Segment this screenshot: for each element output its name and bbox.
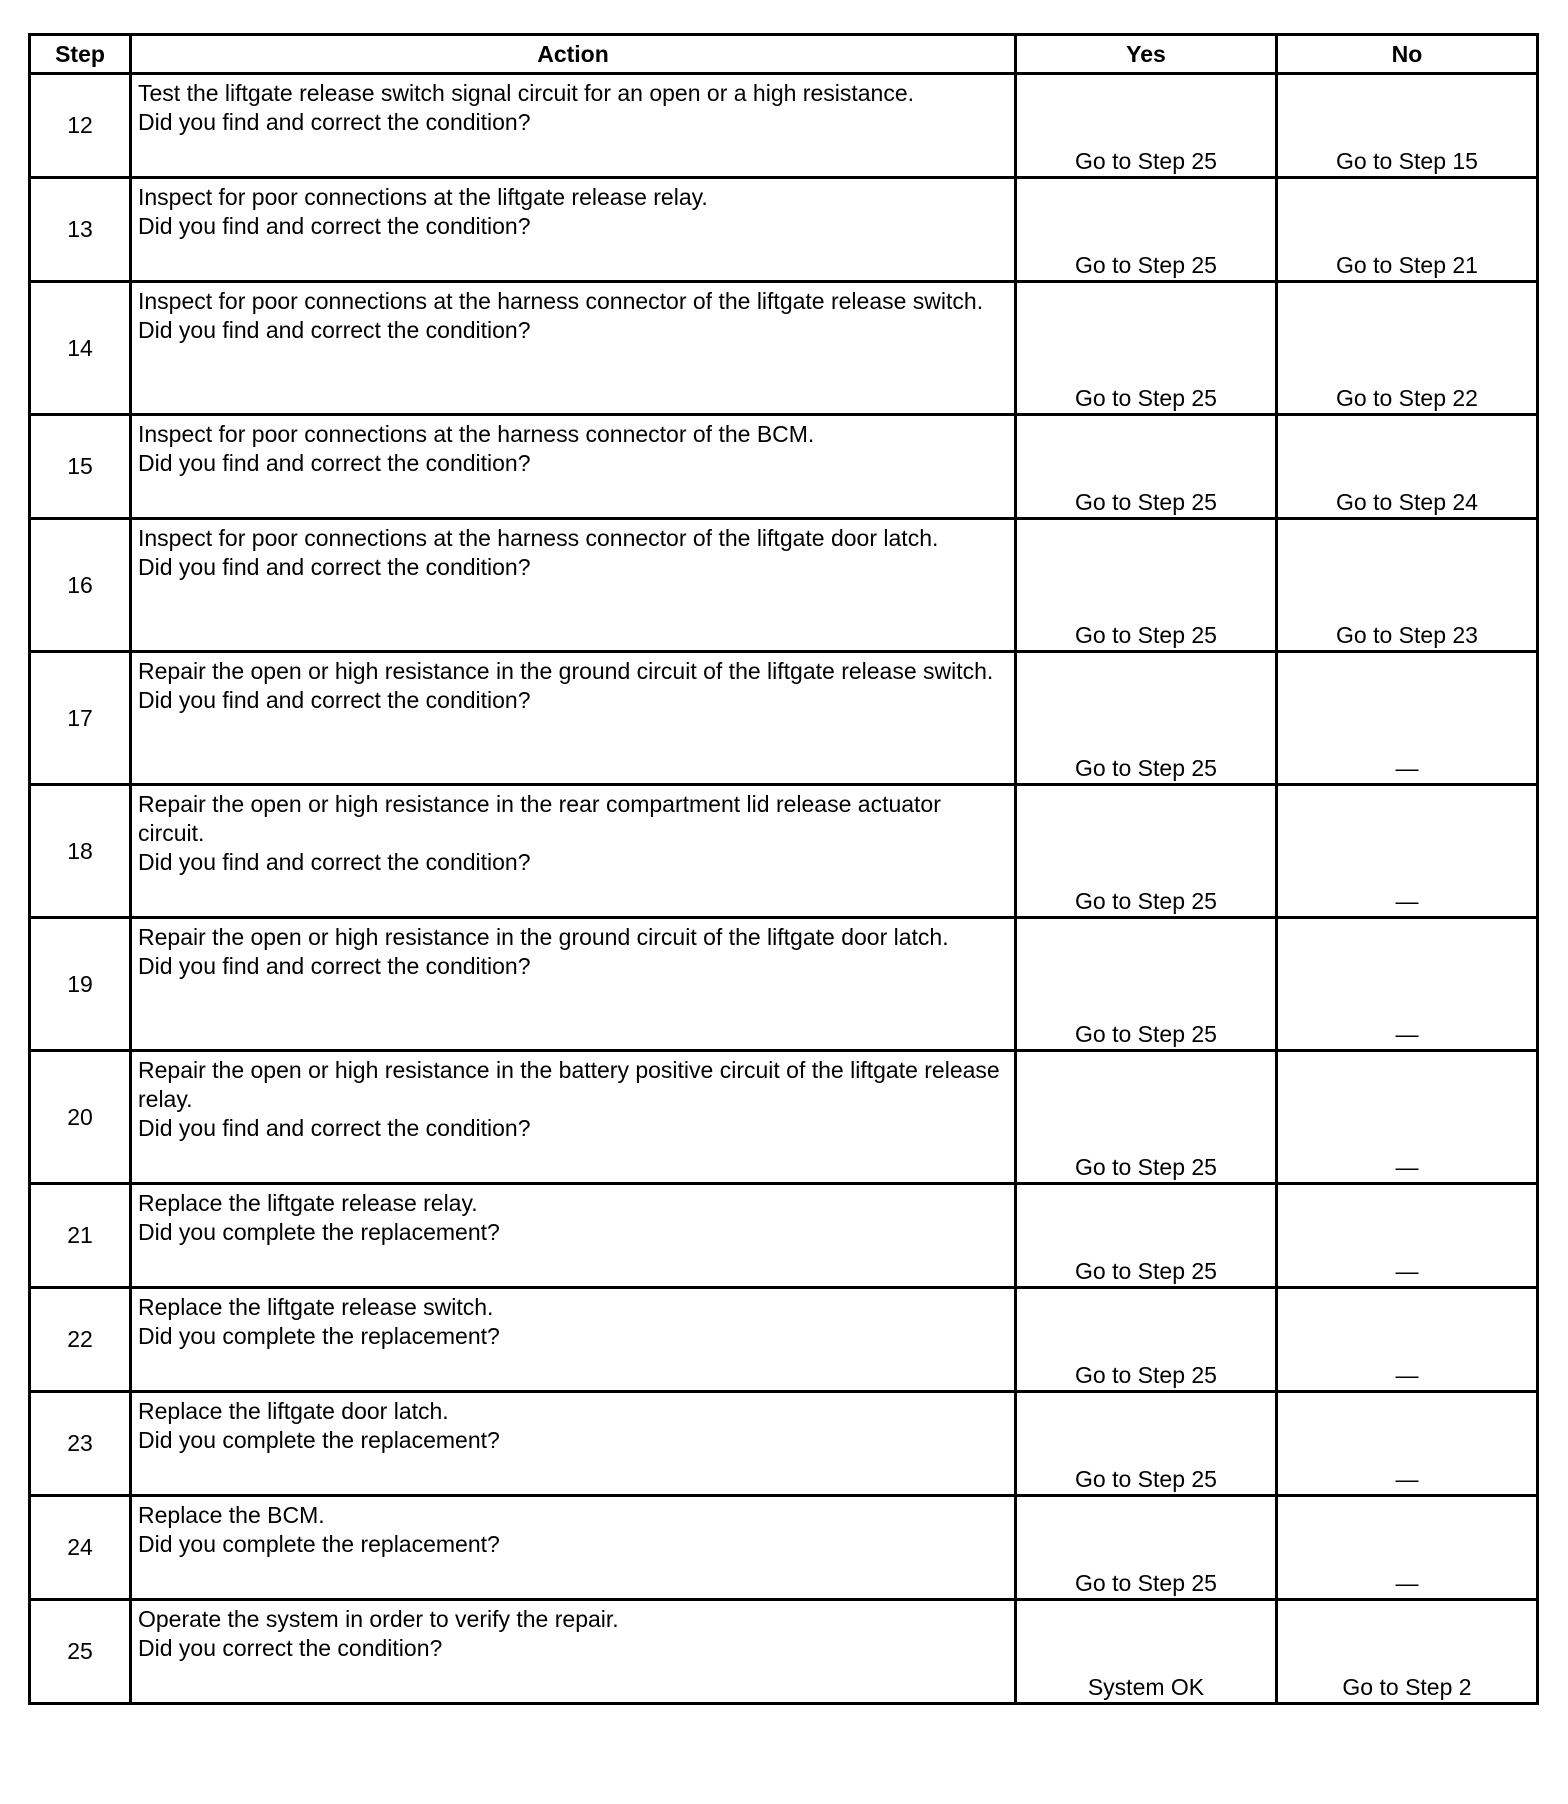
- step-number: 23: [30, 1392, 131, 1496]
- table-row: [30, 519, 1538, 652]
- no-result: —: [1395, 1570, 1419, 1596]
- step-number: 13: [30, 178, 131, 282]
- yes-cell: [1016, 785, 1277, 918]
- step-number: 22: [30, 1288, 131, 1392]
- table-row: [30, 1288, 1538, 1392]
- action-text: Inspect for poor connections at the harness connector of the liftgate door latch.: [138, 525, 939, 551]
- action-text: Inspect for poor connections at the harness connector of the liftgate release switch.: [138, 288, 984, 314]
- yes-result: Go to Step 25: [1075, 1258, 1217, 1284]
- header-step: Step: [30, 35, 131, 74]
- yes-result: System OK: [1087, 1674, 1205, 1700]
- yes-cell: [1016, 918, 1277, 1051]
- yes-cell: [1016, 415, 1277, 519]
- action-cell: [131, 1496, 1016, 1600]
- yes-cell: [1016, 74, 1277, 178]
- table-row: [30, 785, 1538, 918]
- table-row: [30, 1496, 1538, 1600]
- table-row: [30, 1051, 1538, 1184]
- no-cell: [1277, 178, 1538, 282]
- step-number: 19: [30, 918, 131, 1051]
- no-cell: [1277, 1288, 1538, 1392]
- step-number: 16: [30, 519, 131, 652]
- no-result: Go to Step 21: [1336, 252, 1478, 278]
- header-yes: Yes: [1016, 35, 1277, 74]
- action-text: Operate the system in order to verify the repair.: [138, 1606, 619, 1632]
- no-cell: [1277, 652, 1538, 785]
- action-cell: [131, 1051, 1016, 1184]
- action-question: Did you complete the replacement?: [138, 1427, 500, 1453]
- action-cell: [131, 1600, 1016, 1704]
- table-row: [30, 74, 1538, 178]
- no-result: —: [1395, 1258, 1419, 1284]
- yes-result: Go to Step 25: [1075, 1021, 1217, 1047]
- action-question: Did you find and correct the condition?: [138, 1115, 531, 1141]
- yes-result: Go to Step 25: [1075, 1362, 1217, 1388]
- action-question: Did you complete the replacement?: [138, 1323, 500, 1349]
- action-text: Repair the open or high resistance in the battery positive circuit of the liftgate release relay.: [138, 1057, 1000, 1112]
- action-cell: [131, 652, 1016, 785]
- step-number: 18: [30, 785, 131, 918]
- yes-cell: [1016, 1288, 1277, 1392]
- no-result: —: [1395, 755, 1419, 781]
- yes-result: Go to Step 25: [1075, 1570, 1217, 1596]
- yes-cell: [1016, 1392, 1277, 1496]
- action-text: Test the liftgate release switch signal circuit for an open or a high resistance.: [138, 80, 915, 106]
- no-result: Go to Step 15: [1336, 148, 1478, 174]
- table-row: [30, 1392, 1538, 1496]
- action-cell: [131, 1392, 1016, 1496]
- action-text: Replace the liftgate release relay.: [138, 1190, 478, 1216]
- table-row: [30, 1184, 1538, 1288]
- action-text: Inspect for poor connections at the liftgate release relay.: [138, 184, 708, 210]
- no-cell: [1277, 282, 1538, 415]
- action-question: Did you complete the replacement?: [138, 1531, 500, 1557]
- no-result: —: [1395, 888, 1419, 914]
- no-cell: [1277, 1496, 1538, 1600]
- action-question: Did you find and correct the condition?: [138, 849, 531, 875]
- no-cell: [1277, 519, 1538, 652]
- action-text: Repair the open or high resistance in the ground circuit of the liftgate door latch.: [138, 924, 949, 950]
- yes-result: Go to Step 25: [1075, 888, 1217, 914]
- table-row: [30, 1600, 1538, 1704]
- step-number: 25: [30, 1600, 131, 1704]
- action-text: Inspect for poor connections at the harness connector of the BCM.: [138, 421, 815, 447]
- yes-result: Go to Step 25: [1075, 252, 1217, 278]
- action-text: Replace the BCM.: [138, 1502, 325, 1528]
- no-result: —: [1395, 1154, 1419, 1180]
- no-result: Go to Step 2: [1342, 1674, 1472, 1700]
- action-question: Did you find and correct the condition?: [138, 109, 531, 135]
- yes-cell: [1016, 1496, 1277, 1600]
- action-question: Did you find and correct the condition?: [138, 213, 531, 239]
- table-row: [30, 918, 1538, 1051]
- action-cell: [131, 1288, 1016, 1392]
- step-number: 17: [30, 652, 131, 785]
- action-cell: [131, 178, 1016, 282]
- step-number: 12: [30, 74, 131, 178]
- action-cell: [131, 1184, 1016, 1288]
- table-row: [30, 652, 1538, 785]
- no-result: —: [1395, 1466, 1419, 1492]
- no-cell: [1277, 1051, 1538, 1184]
- action-cell: [131, 74, 1016, 178]
- no-cell: [1277, 785, 1538, 918]
- header-action: Action: [131, 35, 1016, 74]
- no-cell: [1277, 74, 1538, 178]
- no-result: Go to Step 23: [1336, 622, 1478, 648]
- no-cell: [1277, 415, 1538, 519]
- no-cell: [1277, 1184, 1538, 1288]
- yes-result: Go to Step 25: [1075, 622, 1217, 648]
- no-cell: [1277, 918, 1538, 1051]
- yes-cell: [1016, 1184, 1277, 1288]
- step-number: 21: [30, 1184, 131, 1288]
- action-question: Did you find and correct the condition?: [138, 450, 531, 476]
- yes-result: Go to Step 25: [1075, 148, 1217, 174]
- step-number: 20: [30, 1051, 131, 1184]
- action-text: Repair the open or high resistance in the rear compartment lid release actuator circuit.: [138, 791, 941, 846]
- action-question: Did you find and correct the condition?: [138, 554, 531, 580]
- table-row: [30, 178, 1538, 282]
- yes-result: Go to Step 25: [1075, 489, 1217, 515]
- no-cell: [1277, 1392, 1538, 1496]
- yes-cell: [1016, 1051, 1277, 1184]
- table-row: [30, 282, 1538, 415]
- no-result: Go to Step 22: [1336, 385, 1478, 411]
- action-cell: [131, 918, 1016, 1051]
- step-number: 14: [30, 282, 131, 415]
- header-no: No: [1277, 35, 1538, 74]
- yes-result: Go to Step 25: [1075, 1466, 1217, 1492]
- yes-cell: [1016, 519, 1277, 652]
- table-row: [30, 415, 1538, 519]
- no-result: —: [1395, 1021, 1419, 1047]
- action-question: Did you find and correct the condition?: [138, 953, 531, 979]
- action-text: Repair the open or high resistance in the ground circuit of the liftgate release switch.: [138, 658, 994, 684]
- diagnostic-table: [28, 33, 1539, 1705]
- yes-cell: [1016, 282, 1277, 415]
- yes-result: Go to Step 25: [1075, 755, 1217, 781]
- no-cell: [1277, 1600, 1538, 1704]
- no-result: —: [1395, 1362, 1419, 1388]
- action-text: Replace the liftgate door latch.: [138, 1398, 449, 1424]
- action-question: Did you correct the condition?: [138, 1635, 443, 1661]
- no-result: Go to Step 24: [1336, 489, 1478, 515]
- action-cell: [131, 282, 1016, 415]
- header-row: [30, 35, 1538, 74]
- yes-result: Go to Step 25: [1075, 1154, 1217, 1180]
- yes-cell: [1016, 652, 1277, 785]
- action-question: Did you complete the replacement?: [138, 1219, 500, 1245]
- yes-cell: [1016, 178, 1277, 282]
- yes-result: Go to Step 25: [1075, 385, 1217, 411]
- action-cell: [131, 415, 1016, 519]
- step-number: 24: [30, 1496, 131, 1600]
- yes-cell: [1016, 1600, 1277, 1704]
- action-question: Did you find and correct the condition?: [138, 687, 531, 713]
- action-question: Did you find and correct the condition?: [138, 317, 531, 343]
- action-cell: [131, 785, 1016, 918]
- action-text: Replace the liftgate release switch.: [138, 1294, 494, 1320]
- action-cell: [131, 519, 1016, 652]
- step-number: 15: [30, 415, 131, 519]
